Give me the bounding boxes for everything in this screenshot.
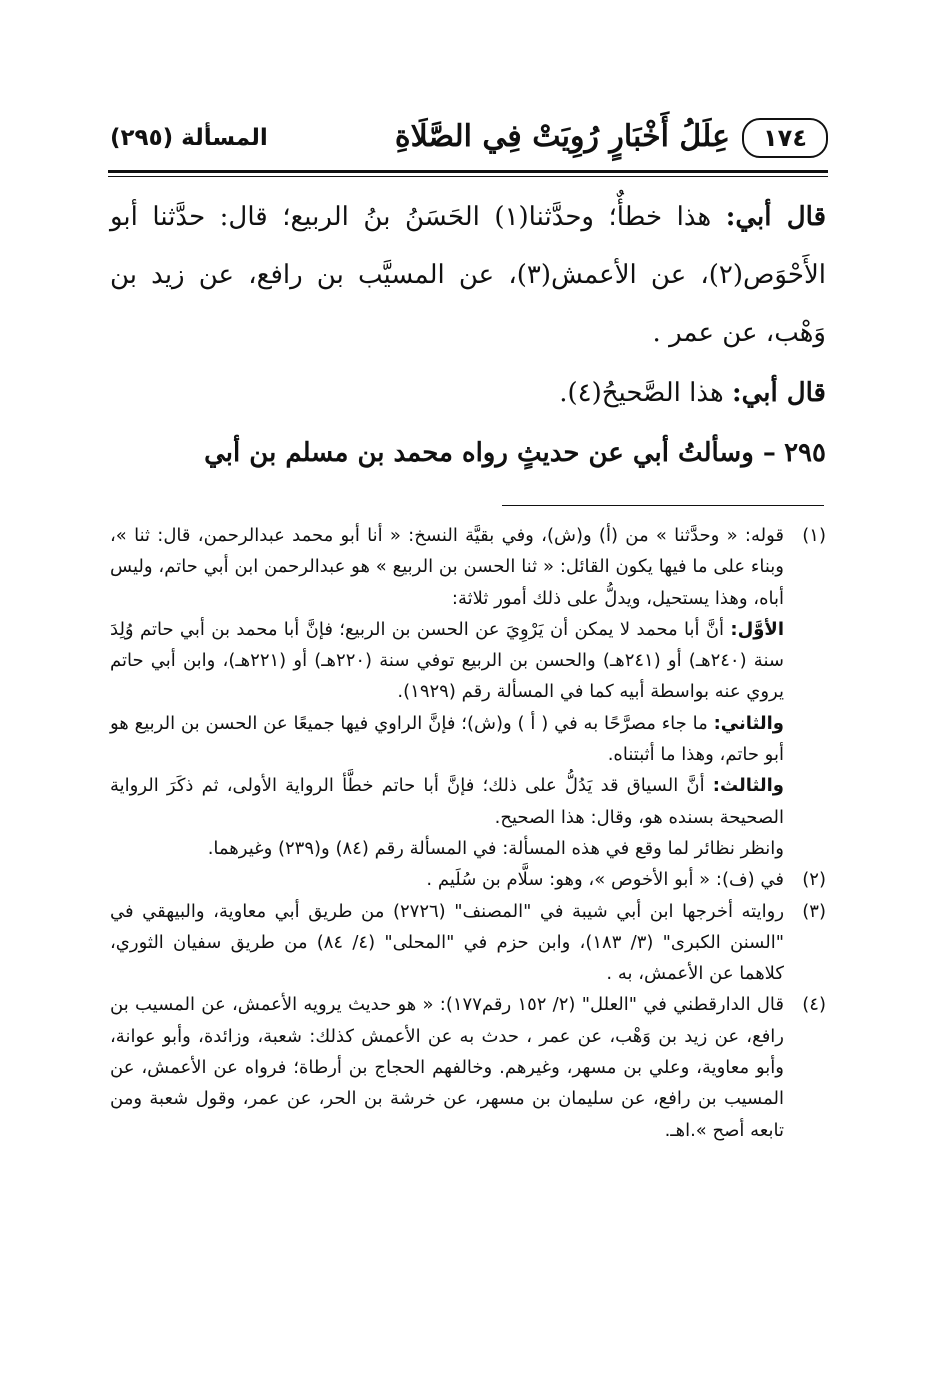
- speaker-label: قال أبي:: [731, 378, 826, 408]
- main-paragraph-1: [110, 188, 826, 362]
- footnote-4: [110, 989, 826, 1145]
- page-header: [110, 112, 828, 168]
- paragraph-text: – وسألتُ أبي عن حديثٍ رواه محمد بن مسلم بن أبي: [204, 438, 776, 468]
- footnote-separator: [502, 505, 824, 506]
- main-paragraph-3: [110, 424, 826, 482]
- footnote-marker: (٣): [802, 900, 826, 922]
- footnote-2: [110, 864, 826, 895]
- question-number: ٢٩٥: [784, 438, 826, 468]
- section-reference: المسألة (٢٩٥): [110, 125, 268, 151]
- page-number-badge: [742, 118, 828, 158]
- footnote-paragraph: روايته أخرجها ابن أبي شيبة في "المصنف" (٢٧٢٦) من طريق أبي معاوية، والبيهقي في "السنن الكبرى" (٣/ ١٨٣)، وابن حزم في "المحلى" (٤/ ٨٤) من طريق سفيان الثوري، كلاهما عن الأعمش، به .: [110, 900, 785, 985]
- running-title: عِلَلُ أَخْبَارٍ رُوِيَتْ فِي الصَّلَاةِ: [394, 119, 730, 154]
- footnote-paragraph: قال الدارقطني في "العلل" (٢/ ١٥٢ رقم١٧٧): « هو حديث يرويه الأعمش، عن المسيب بن رافع، عن زيد بن وَهْب، عن عمر ، حدث به عن الأعمش كذلك: شعبة، وزائدة، وأبو عوانة، وأبو معاوية، وعلي بن مسهر، وغيرهم. وخالفهم الحجاج بن أرطاة؛ فرواه عن الأعمش، عن المسيب بن رافع، عن سليمان بن مسهر، عن خرشة بن الحر، عن عمر، وقول شعبة ومن تابعه أصح ».اهـ.: [110, 994, 784, 1141]
- speaker-label: قال أبي:: [725, 202, 827, 232]
- paragraph-text: هذا الصَّحيحُ(٤).: [559, 378, 724, 408]
- main-text: [110, 188, 826, 482]
- footnote-3: [110, 896, 826, 990]
- footnote-paragraph: في (ف): « أبو الأخوص »، وهو: سلَّام بن سُلَيم .: [426, 869, 784, 891]
- footnotes: [110, 520, 826, 1146]
- paragraph-text: هذا خطأٌ؛ وحدَّثنا(١) الحَسَنُ بنُ الربيع؛ قال: حدَّثنا أبو الأَحْوَص(٢)، عن الأعمش(٣)، عن المسيَّب بن رافع، عن زيد بن وَهْب، عن عمر .: [110, 202, 826, 348]
- footnote-paragraph: وانظر نظائر لما وقع في هذه المسألة: في المسألة رقم (٨٤) و(٢٣٩) وغيرهما.: [207, 837, 784, 859]
- header-rule-thick: [108, 170, 828, 173]
- footnote-paragraph: والثالث: أنَّ السياق قد يَدُلُّ على ذلك؛ فإنَّ أبا حاتم خطَّأ الرواية الأولى، ثم ذكَرَ الرواية الصحيحة بسنده هو، وقال: هذا الصحيح.: [110, 775, 784, 828]
- footnote-marker: (٤): [802, 994, 826, 1016]
- footnote-paragraph: والثاني: ما جاء مصرَّحًا به في ( أ ) و(ش)؛ فإنَّ الراوي فيها جميعًا عن الحسن بن الربيع هو أبو حاتم، وهذا ما أثبتناه.: [110, 712, 784, 766]
- footnote-paragraph: الأوَّل: أنَّ أبا محمد لا يمكن أن يَرْوِيَ عن الحسن بن الربيع؛ فإنَّ أبا محمد بن أبي حاتم وُلِدَ سنة (٢٤٠هـ) أو (٢٤١هـ) والحسن بن الربيع توفي سنة (٢٢٠هـ) أو (٢٢١هـ)، وابن أبي حاتم يروي عنه بواسطة أبيه كما في المسألة رقم (١٩٢٩).: [110, 618, 784, 703]
- footnote-marker: (٢): [802, 869, 826, 891]
- page-number: ١٧٤: [763, 124, 807, 152]
- header-rule-thin: [108, 176, 828, 177]
- footnote-marker: (١): [802, 525, 826, 546]
- footnote-paragraph: قوله: « وحدَّثنا » من (أ) و(ش)، وفي بقيَّة النسخ: « أنا أبو محمد عبدالرحمن، قال: ثنا »، وبناء على ما فيها يكون القائل: « ثنا الحسن بن الربيع » هو عبدالرحمن ابن أبي حاتم، وليس أباه، وهذا يستحيل، ويدلُّ على ذلك أمور ثلاثة:: [110, 525, 784, 609]
- main-paragraph-2: [110, 364, 826, 422]
- footnote-1: [110, 520, 826, 864]
